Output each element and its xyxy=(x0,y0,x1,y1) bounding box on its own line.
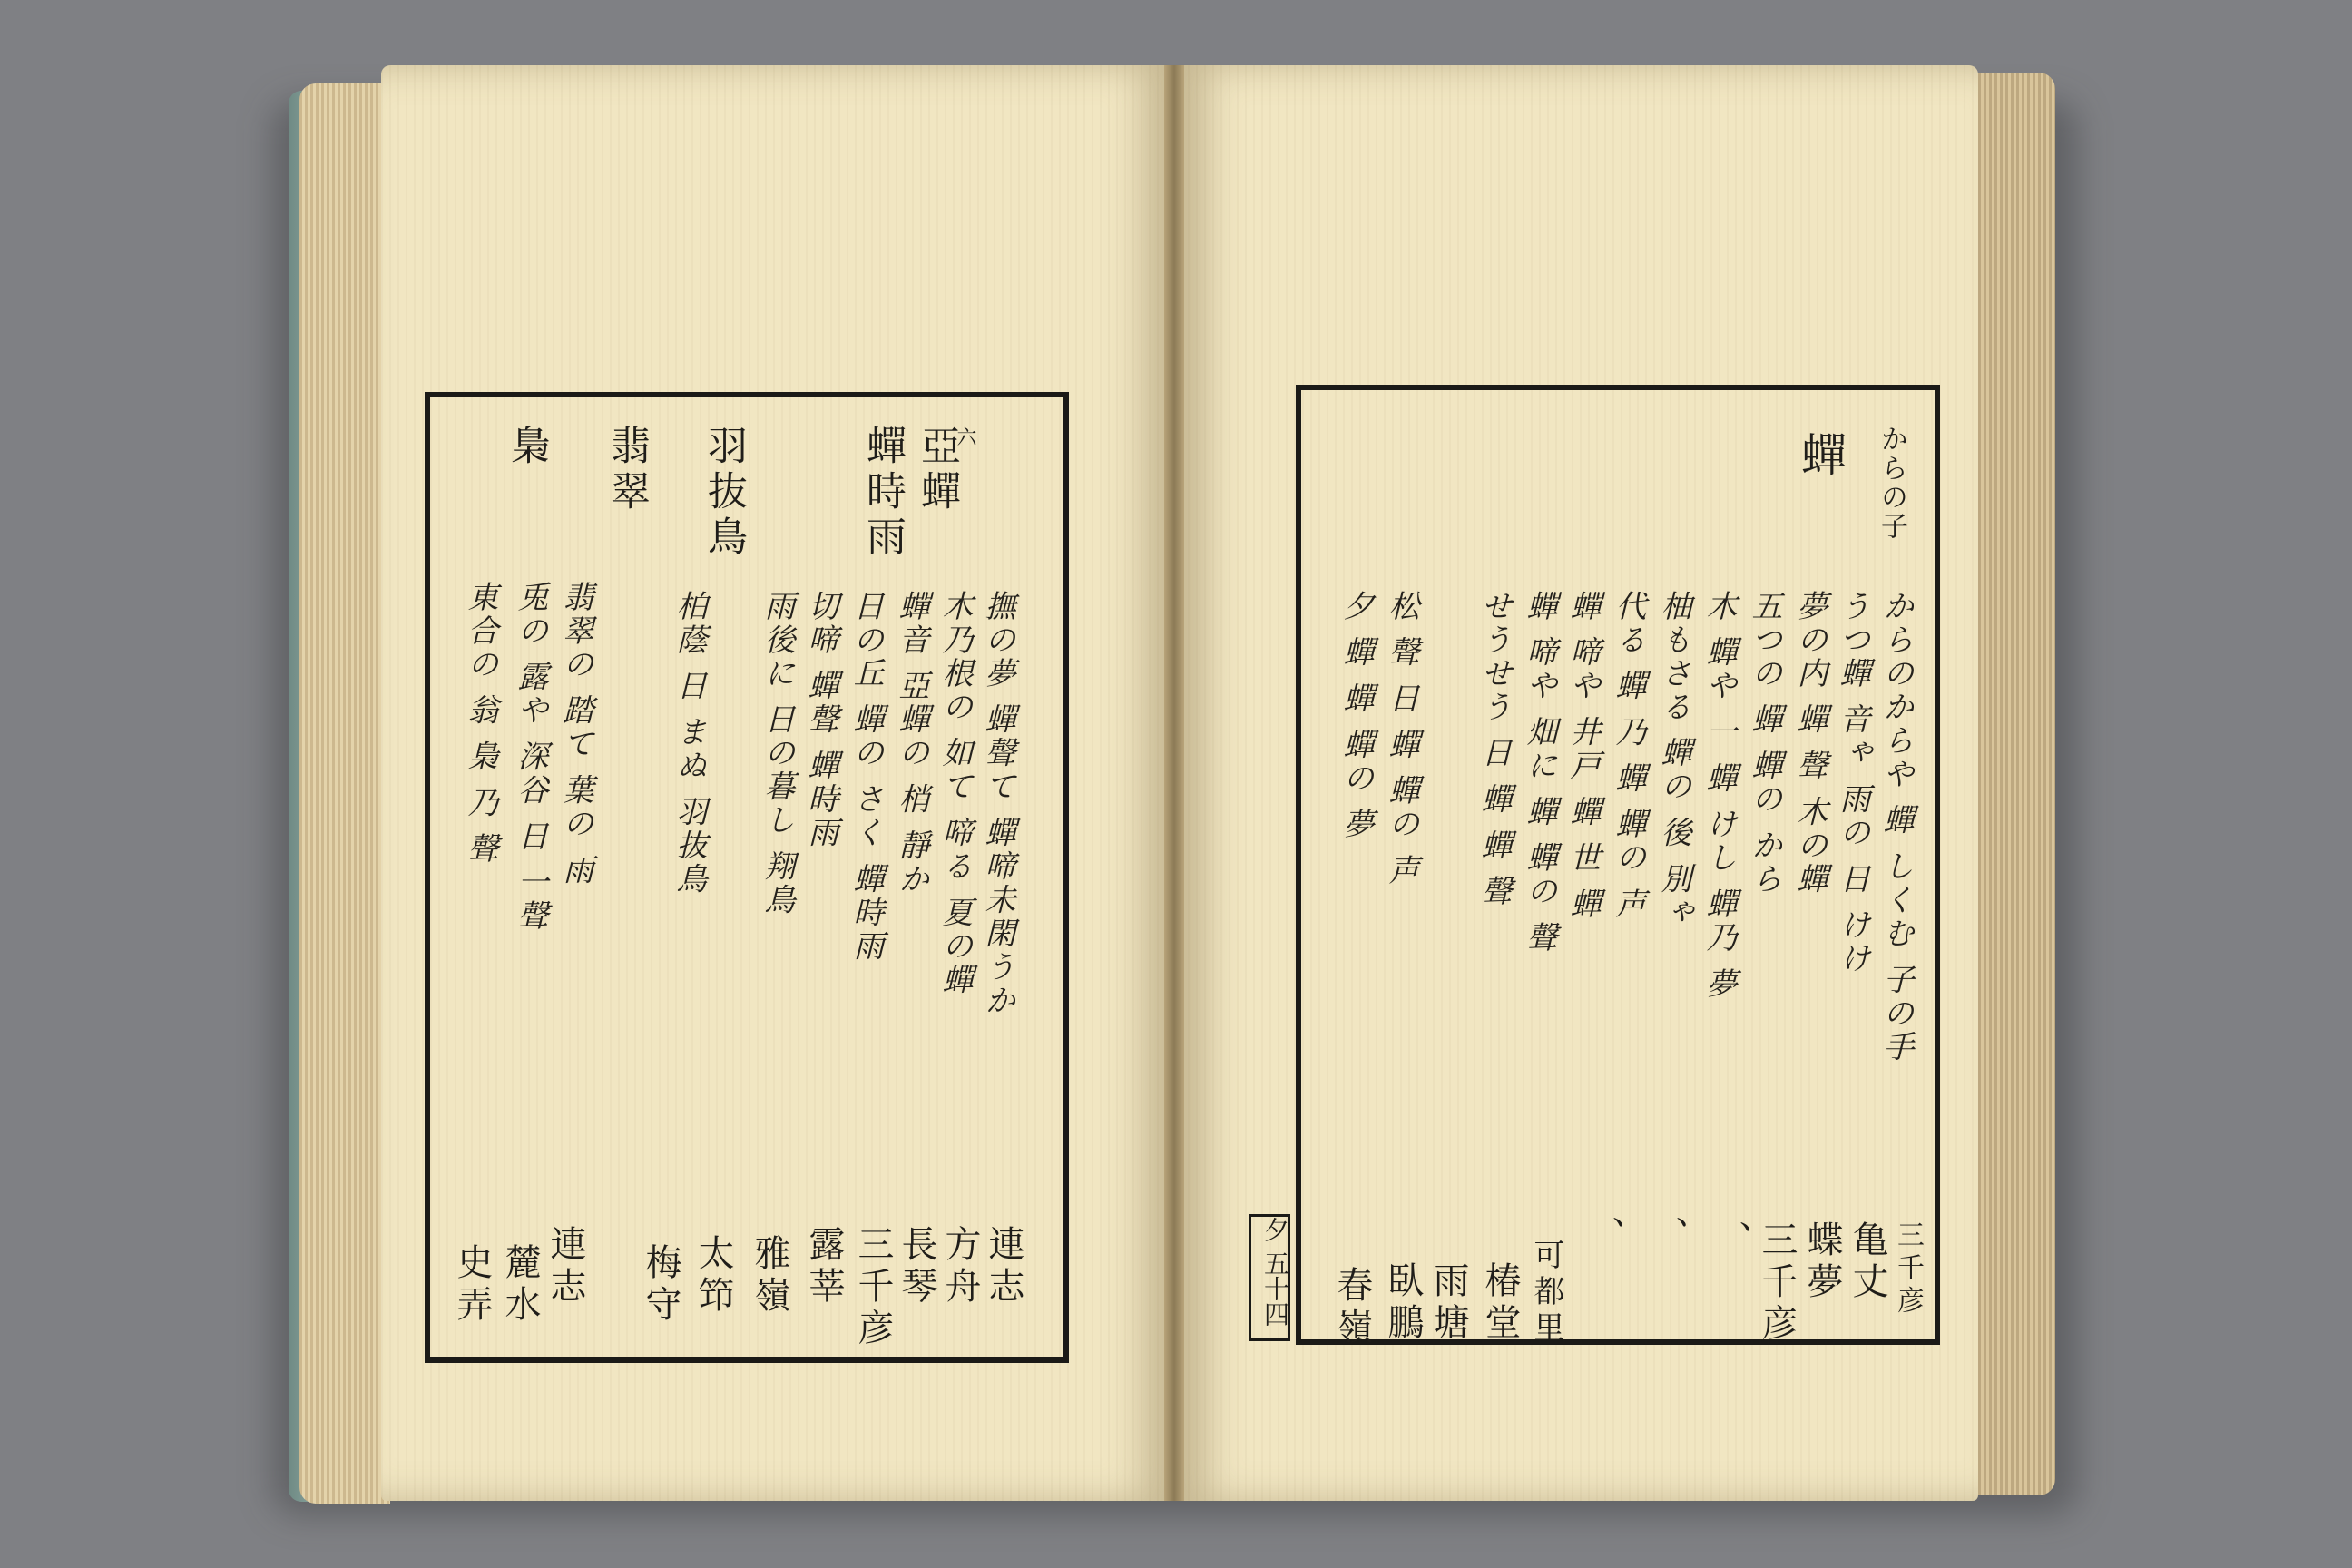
author: 太笻 xyxy=(692,1234,734,1318)
author-ditto-mark: 、 xyxy=(1710,1220,1752,1262)
verse: 雨後に 日の暮し 翔鳥 xyxy=(759,590,795,917)
verse: 東合の 翁 梟 乃 聲 xyxy=(462,581,498,867)
page-folio xyxy=(1249,1214,1290,1341)
topic-semishigure: 蟬時雨 xyxy=(859,425,906,561)
author: 三千彦 xyxy=(1892,1220,1924,1318)
topic-fukuro: 梟 xyxy=(504,425,550,470)
author: 梅守 xyxy=(640,1243,681,1327)
verse: 松 聲 日 蟬 蟬の 声 xyxy=(1383,590,1419,888)
right-page-edges xyxy=(1965,73,2055,1495)
verse: 兎の 露や 深谷 日 一聲 xyxy=(512,581,548,934)
verse: からのからや 蟬 しくむ 子の手 xyxy=(1877,590,1914,1064)
author: 蝶夢 xyxy=(1801,1220,1843,1304)
author: 長琴 xyxy=(896,1225,937,1308)
author: 臥鵬 xyxy=(1382,1261,1424,1345)
verse: 代る 蟬 乃 蟬 蟬の 声 xyxy=(1610,590,1646,922)
author: 椿堂 xyxy=(1479,1261,1521,1345)
verse: せうせう 日 蟬 蟬 聲 xyxy=(1475,590,1512,909)
author: 亀丈 xyxy=(1847,1220,1888,1304)
heading-kana: からの子 xyxy=(1876,425,1907,541)
author: 方舟 xyxy=(939,1225,981,1308)
verse: 柚もさる 蟬の 後 別ゃ xyxy=(1655,590,1691,930)
author-ditto-mark: 、 xyxy=(1647,1216,1689,1258)
verse: 夕 蟬 蟬 蟬の 夢 xyxy=(1338,590,1374,842)
author: 三千彦 xyxy=(852,1225,894,1350)
author: 史弄 xyxy=(451,1243,493,1327)
verse: 柏蔭 日 まぬ 羽抜鳥 xyxy=(671,590,707,897)
verse: うつ蟬 音ゃ 雨の 日 けけ xyxy=(1834,590,1870,976)
topic-marker: 六 xyxy=(954,426,976,446)
verse: 翡翠の 踏て 葉の 雨 xyxy=(557,581,593,887)
author: 雨塘 xyxy=(1427,1261,1469,1345)
verse: 木 蟬や 一 蟬 けし 蟬乃 夢 xyxy=(1700,590,1737,1001)
topic-aseminoemi: 亞蟬 xyxy=(914,425,960,515)
verse: 木乃根の 如て 啼る 夏の蟬 xyxy=(936,590,973,997)
author: 連志 xyxy=(983,1225,1024,1308)
verse: 蟬音 亞蟬の 梢 靜か xyxy=(893,590,929,897)
verse: 蟬 啼や 畑に 蟬 蟬の 聲 xyxy=(1521,590,1557,956)
folio-number: 夕 五十四 xyxy=(1260,1217,1290,1327)
verse: 撫の夢 蟬聲て 蟬啼未閑うか xyxy=(979,590,1015,1018)
topic-hanukedori: 羽抜鳥 xyxy=(701,425,747,561)
author-ditto-mark: 、 xyxy=(1583,1216,1625,1258)
left-page-edges xyxy=(299,83,390,1504)
verse: 夢の内 蟬 聲 木の蟬 xyxy=(1791,590,1828,897)
page-title-semi: 蟬 xyxy=(1794,431,1847,482)
author: 連志 xyxy=(544,1225,586,1308)
author: 麓水 xyxy=(499,1243,541,1327)
author: 可都里 xyxy=(1528,1239,1564,1348)
author: 雅嶺 xyxy=(749,1234,790,1318)
book-gutter xyxy=(1164,65,1184,1501)
verse: 日の丘 蟬の さく 蟬時雨 xyxy=(848,590,884,964)
topic-kawasemi: 翡翠 xyxy=(603,425,650,515)
verse: 五つの 蟬 蟬の から xyxy=(1746,590,1782,897)
verse: 蟬 啼や 井戸 蟬 世 蟬 xyxy=(1564,590,1601,922)
author: 春嶺 xyxy=(1331,1266,1373,1349)
author: 三千彦 xyxy=(1756,1220,1798,1346)
author: 露莘 xyxy=(803,1225,845,1308)
verse: 切啼 蟬聲 蟬時雨 xyxy=(802,590,838,850)
